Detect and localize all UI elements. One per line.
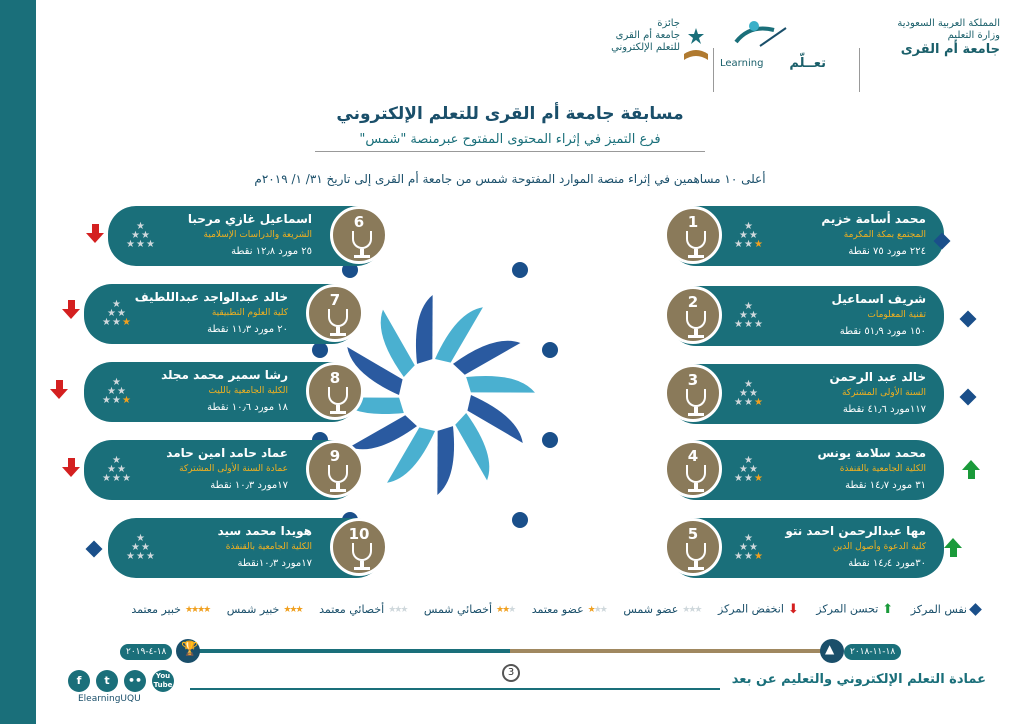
status-indicator-6 <box>86 224 100 242</box>
stars-icon: ★★★ <box>587 604 606 615</box>
contributor-card-2 <box>668 286 944 346</box>
rank-number: 2 <box>687 293 699 311</box>
legend <box>90 602 980 622</box>
stars-icon: ★★★ <box>283 604 302 615</box>
contributor-name: مها عبدالرحمن احمد نتو <box>785 524 926 538</box>
star-icon: ★ <box>136 239 145 250</box>
star-icon: ★ <box>734 239 743 250</box>
star-icon: ★ <box>117 308 126 319</box>
contributor-name: خالد عبد الرحمن <box>829 370 926 384</box>
timeline-start-date: ١٨-١١-٢٠١٨ <box>844 644 901 660</box>
rank-medal <box>330 518 388 576</box>
rating-stars-icon <box>734 380 764 406</box>
rank-number: 9 <box>329 447 341 465</box>
logo-divider <box>859 48 860 92</box>
legend-member: ★★★عضو شمس <box>623 602 701 616</box>
left-sidebar-band <box>0 0 36 724</box>
flower-petal <box>381 310 415 377</box>
contributor-stats: ٣٠مورد ١٤٫٤ نقطة <box>848 558 926 569</box>
star-icon: ★ <box>734 319 743 330</box>
connector-dot <box>542 342 558 358</box>
connector-dot <box>512 262 528 278</box>
legend-accredited-expert: ★★★★خبير معتمد <box>131 602 210 616</box>
rating-stars-icon <box>734 222 764 248</box>
star-icon: ★ <box>102 395 111 406</box>
contributor-org: تقنية المعلومات <box>867 310 926 320</box>
trophy-icon <box>352 543 372 561</box>
contributor-org: عمادة السنة الأولى المشتركة <box>179 464 288 474</box>
star-icon: ★ <box>117 464 126 475</box>
flower-petal <box>466 376 535 393</box>
contributor-org: السنة الأولى المشتركة <box>841 388 926 398</box>
contributor-org: كلية العلوم التطبيقية <box>211 308 288 318</box>
contributor-name: خالد عبدالواجد عبداللطيف <box>134 290 288 304</box>
star-icon: ★ <box>122 395 131 406</box>
trophy-icon <box>686 465 706 483</box>
twitter-icon[interactable]: t <box>96 670 118 692</box>
legend-expert: ★★★خبير شمس <box>226 602 302 616</box>
contributor-stats: ٢٥ مورد ١٢٫٨ نقطة <box>231 246 312 257</box>
contributor-card-10 <box>108 518 384 578</box>
contributor-card-7 <box>84 284 360 344</box>
taallam-text: تعــلّم <box>789 56 826 71</box>
contributor-card-6 <box>108 206 384 266</box>
page-title: مسابقة جامعة أم القرى للتعلم الإلكتروني <box>336 104 684 124</box>
uqu-name-text: جامعة أم القرى <box>900 42 1000 57</box>
trophy-circle-icon: 🏆 <box>176 639 200 663</box>
star-icon: ★ <box>131 542 140 553</box>
star-icon: ★ <box>112 317 121 328</box>
rank-number: 3 <box>687 371 699 389</box>
star-icon: ★ <box>749 464 758 475</box>
arrow-up-icon <box>944 538 958 557</box>
rank-medal <box>306 284 364 342</box>
star-icon: ★ <box>754 551 763 562</box>
diamond-icon <box>960 311 977 328</box>
header-logos <box>580 18 1000 88</box>
contributor-org: الكلية الجامعية بالليث <box>208 386 288 396</box>
timeline <box>120 641 910 657</box>
arrow-down-icon <box>86 224 100 243</box>
timeline-current-marker: 3 <box>502 664 520 682</box>
social-links <box>68 670 178 710</box>
rank-medal <box>306 440 364 498</box>
star-icon: ★ <box>146 239 155 250</box>
star-icon: ★ <box>107 464 116 475</box>
youtube-icon[interactable]: You Tube <box>152 670 174 692</box>
flower-petal <box>437 426 454 495</box>
flower-petal <box>455 413 489 480</box>
rating-stars-icon <box>102 456 132 482</box>
taallam-logo <box>720 18 830 78</box>
arrow-down-icon <box>62 458 76 477</box>
contributor-stats: ١٧مورد ١٠٫٣ نقطة <box>210 480 288 491</box>
star-icon: ★ <box>754 397 763 408</box>
legend-specialist: ★★★أخصائي شمس <box>423 602 515 616</box>
award-text-1: جائزة <box>657 18 680 29</box>
facebook-icon[interactable]: f <box>68 670 90 692</box>
stars-icon: ★★★ <box>496 604 515 615</box>
rank-medal <box>664 286 722 344</box>
star-icon: ★ <box>107 386 116 397</box>
diamond-icon <box>969 603 982 616</box>
star-icon: ★ <box>749 388 758 399</box>
star-icon: ★ <box>102 473 111 484</box>
arrow-down-icon: ⬇ <box>787 602 799 617</box>
star-icon: ★ <box>744 221 753 232</box>
award-text-3: للتعلم الإلكتروني <box>611 42 680 53</box>
star-icon: ★ <box>754 319 763 330</box>
legend-accredited-member: ★★★عضو معتمد <box>531 602 606 616</box>
contributor-stats: ١٨ مورد ١٠٫٦ نقطة <box>207 402 288 413</box>
contributor-card-4 <box>668 440 944 500</box>
flower-petal <box>350 415 417 449</box>
timeline-progress <box>190 649 510 653</box>
stars-icon: ★★★★ <box>184 604 210 615</box>
status-indicator-10 <box>88 540 102 558</box>
logo-divider <box>713 48 714 92</box>
star-icon: ★ <box>126 239 135 250</box>
star-icon: ★ <box>734 397 743 408</box>
award-book-icon <box>682 24 710 64</box>
trophy-icon <box>686 231 706 249</box>
contributor-stats: ٣١ مورد ١٤٫٧ نقطة <box>845 480 926 491</box>
contributor-name: عماد حامد امين حامد <box>166 446 288 460</box>
rating-stars-icon <box>102 300 132 326</box>
status-indicator-7 <box>62 300 76 318</box>
diamond-icon <box>934 233 951 250</box>
connector-dot <box>512 512 528 528</box>
timeline-end-date: ١٨-٤-٢٠١٩ <box>120 644 172 660</box>
rating-stars-icon <box>126 534 156 560</box>
arrow-down-icon <box>50 380 64 399</box>
star-icon: ★ <box>141 542 150 553</box>
star-icon: ★ <box>136 221 145 232</box>
trophy-icon <box>686 389 706 407</box>
arrow-up-icon <box>962 460 976 479</box>
star-icon: ★ <box>754 473 763 484</box>
status-indicator-3 <box>962 388 976 406</box>
star-icon: ★ <box>744 533 753 544</box>
uqu-logo <box>870 18 1000 78</box>
star-icon: ★ <box>749 542 758 553</box>
rank-medal <box>664 440 722 498</box>
page-description: أعلى ١٠ مساهمين في إثراء منصة الموارد المفتوحة شمس من جامعة أم القرى إلى تاريخ ٣١/ ١/ ٢٠١٩م <box>254 172 766 186</box>
contributor-card-9 <box>84 440 360 500</box>
contributor-stats: ٢٠ مورد ١١٫٣ نقطة <box>207 324 288 335</box>
star-icon: ★ <box>744 319 753 330</box>
star-icon: ★ <box>749 230 758 241</box>
star-icon: ★ <box>734 551 743 562</box>
award-logo <box>590 18 710 78</box>
star-icon: ★ <box>744 455 753 466</box>
star-icon: ★ <box>112 395 121 406</box>
legend-up: ⬆تحسن المركز <box>816 602 894 617</box>
contributor-name: شريف اسماعيل <box>831 292 926 306</box>
award-text-2: جامعة أم القرى <box>615 30 680 41</box>
arrow-down-icon <box>62 300 76 319</box>
contributor-name: محمد سلامة يونس <box>817 446 926 460</box>
diamond-icon <box>86 541 103 558</box>
star-icon: ★ <box>136 551 145 562</box>
trophy-icon <box>686 311 706 329</box>
contributor-name: رشا سمير محمد مجلد <box>161 368 288 382</box>
mountain-circle-icon: ▲ <box>820 639 844 663</box>
star-icon: ★ <box>744 239 753 250</box>
star-icon: ★ <box>739 388 748 399</box>
star-icon: ★ <box>117 386 126 397</box>
rank-number: 1 <box>687 213 699 231</box>
rank-medal <box>664 518 722 576</box>
star-icon: ★ <box>112 473 121 484</box>
star-icon: ★ <box>146 551 155 562</box>
social-handle: ElearningUQU <box>78 694 141 704</box>
star-icon: ★ <box>739 230 748 241</box>
rating-stars-icon <box>734 302 764 328</box>
star-icon: ★ <box>734 473 743 484</box>
star-icon: ★ <box>112 299 121 310</box>
contributor-org: الشريعة والدراسات الإسلامية <box>203 230 312 240</box>
star-icon: ★ <box>744 397 753 408</box>
rank-number: 6 <box>353 213 365 231</box>
diamond-icon <box>960 389 977 406</box>
rank-medal <box>664 364 722 422</box>
status-indicator-5 <box>944 538 958 556</box>
star-icon: ★ <box>112 377 121 388</box>
footer-line <box>190 688 720 690</box>
star-icon: ★ <box>131 230 140 241</box>
contributor-card-5 <box>668 518 944 578</box>
star-icon: ★ <box>754 239 763 250</box>
flickr-icon[interactable]: •• <box>124 670 146 692</box>
taallam-icon <box>730 18 790 52</box>
trophy-icon <box>328 309 348 327</box>
star-icon: ★ <box>744 551 753 562</box>
trophy-icon <box>352 231 372 249</box>
connector-dot <box>312 342 328 358</box>
contributor-stats: ٢٢٤ مورد ٧٥ نقطة <box>848 246 926 257</box>
star-icon: ★ <box>744 301 753 312</box>
star-icon: ★ <box>122 473 131 484</box>
star-icon: ★ <box>739 310 748 321</box>
arrow-up-icon: ⬆ <box>882 602 894 617</box>
contributor-name: اسماعيل غازي مرحبا <box>187 212 312 226</box>
stars-icon: ★★★ <box>682 604 701 615</box>
rank-number: 4 <box>687 447 699 465</box>
status-indicator-4 <box>962 460 976 478</box>
trophy-icon <box>328 465 348 483</box>
star-icon: ★ <box>739 542 748 553</box>
contributor-card-8 <box>84 362 360 422</box>
star-icon: ★ <box>112 455 121 466</box>
contributor-name: محمد أسامة خزيم <box>821 212 926 226</box>
timeline-remaining <box>510 649 840 653</box>
contributor-stats: ١٥٠ مورد ٥١٫٩ نقطة <box>839 326 926 337</box>
flower-petal <box>416 295 433 364</box>
star-icon: ★ <box>749 310 758 321</box>
star-icon: ★ <box>126 551 135 562</box>
legend-same: نفس المركز <box>911 603 980 616</box>
star-icon: ★ <box>739 464 748 475</box>
star-icon: ★ <box>102 317 111 328</box>
legend-accredited-specialist: ★★★أخصائي معتمد <box>319 602 407 616</box>
rank-number: 7 <box>329 291 341 309</box>
contributor-org: الكلية الجامعية بالقنفذة <box>839 464 926 474</box>
rank-number: 8 <box>329 369 341 387</box>
legend-down: ⬇انخفض المركز <box>717 602 799 617</box>
rating-stars-icon <box>126 222 156 248</box>
contributor-org: كلية الدعوة وأصول الدين <box>832 542 926 552</box>
status-indicator-2 <box>962 310 976 328</box>
status-indicator-1 <box>936 232 950 250</box>
deanship-text: عمادة التعلم الإلكتروني والتعليم عن بعد <box>731 672 986 687</box>
star-icon: ★ <box>136 533 145 544</box>
rank-number: 5 <box>687 525 699 543</box>
page-subtitle: فرع التميز في إثراء المحتوى المفتوح عبرمنصة "شمس" <box>315 132 705 152</box>
rating-stars-icon <box>734 534 764 560</box>
trophy-icon <box>328 387 348 405</box>
contributor-stats: ١١٧مورد ٤١٫٦ نقطة <box>842 404 926 415</box>
star-icon: ★ <box>107 308 116 319</box>
connector-dot <box>542 432 558 448</box>
contributor-org: الكلية الجامعية بالقنفذة <box>225 542 312 552</box>
contributor-name: هويدا محمد سيد <box>217 524 312 538</box>
rating-stars-icon <box>102 378 132 404</box>
star-icon: ★ <box>122 317 131 328</box>
rank-medal <box>306 362 364 420</box>
learning-text: Learning <box>720 58 764 69</box>
star-icon: ★ <box>744 379 753 390</box>
rank-medal <box>330 206 388 264</box>
contributor-stats: ١٧مورد ١٠٫٣نقطة <box>237 558 312 569</box>
uqu-kingdom-text: المملكة العربية السعودية <box>897 18 1000 29</box>
stars-icon: ★★★ <box>388 604 407 615</box>
contributor-org: المجتمع بمكة المكرمة <box>843 230 926 240</box>
star-icon: ★ <box>744 473 753 484</box>
rank-medal <box>664 206 722 264</box>
star-icon: ★ <box>141 230 150 241</box>
flower-petal <box>453 341 520 375</box>
uqu-ministry-text: وزارة التعليم <box>947 30 1000 41</box>
contributor-card-3 <box>668 364 944 424</box>
status-indicator-8 <box>50 380 64 398</box>
trophy-icon <box>686 543 706 561</box>
status-indicator-9 <box>62 458 76 476</box>
contributor-card-1 <box>668 206 944 266</box>
rank-number: 10 <box>348 525 370 543</box>
rating-stars-icon <box>734 456 764 482</box>
